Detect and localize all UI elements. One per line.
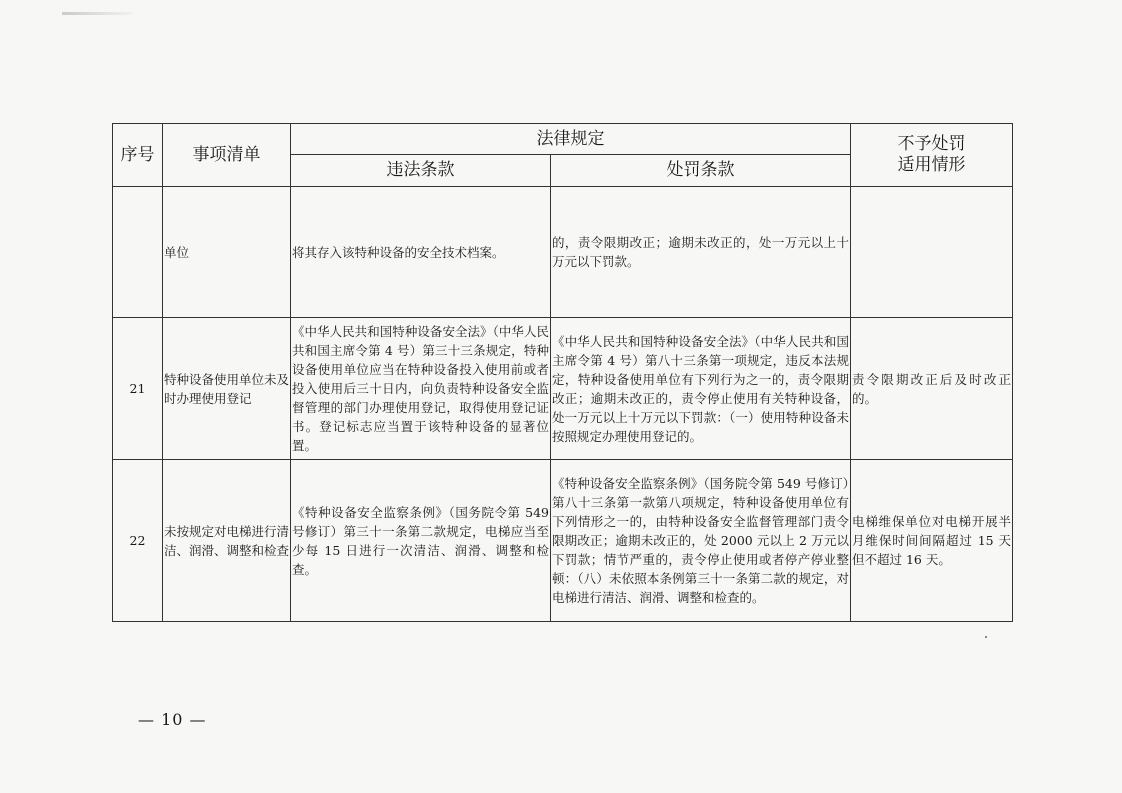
header-item: 事项清单 — [163, 124, 291, 187]
row-seq: 22 — [113, 460, 163, 622]
row-violation: 《特种设备安全监察条例》（国务院令第 549 号修订）第三十一条第二款规定，电梯应当至少每 15 日进行一次清洁、润滑、调整和检查。 — [291, 460, 551, 622]
scan-speck — [985, 636, 987, 638]
row-penalty: 《特种设备安全监察条例》（国务院令第 549 号修订）第八十三条第一款第八项规定，特种设备使用单位有下列情形之一的，由特种设备安全监督管理部门责令限期改正；逾期未改正的，处 2000 元以上 2 万元以下罚款；情节严重的，责令停止使用或者停产停业整顿：（八）未依照本条例第三十一条第二款的规定，对电梯进行清洁、润滑、调整和检查的。 — [551, 460, 851, 622]
regulation-table-container — [112, 123, 1012, 622]
header-exempt: 不予处罚 适用情形 — [851, 124, 1013, 187]
header-violation: 违法条款 — [291, 155, 551, 187]
table-row — [113, 460, 1013, 622]
table-row — [113, 318, 1013, 460]
regulation-table — [112, 123, 1013, 622]
page-number: — 10 — — [138, 710, 207, 729]
header-penalty: 处罚条款 — [551, 155, 851, 187]
header-law: 法律规定 — [291, 124, 851, 155]
row-item: 单位 — [163, 187, 291, 318]
row-exempt — [851, 187, 1013, 318]
scan-mark — [62, 12, 132, 15]
row-penalty: 《中华人民共和国特种设备安全法》（中华人民共和国主席令第 4 号）第八十三条第一项规定，违反本法规定，特种设备使用单位有下列行为之一的，责令限期改正；逾期未改正的，责令停止使用有关特种设备，处一万元以上十万元以下罚款：（一）使用特种设备未按照规定办理使用登记的。 — [551, 318, 851, 460]
row-item: 特种设备使用单位未及时办理使用登记 — [163, 318, 291, 460]
row-seq — [113, 187, 163, 318]
row-penalty: 的，责令限期改正；逾期未改正的，处一万元以上十万元以下罚款。 — [551, 187, 851, 318]
row-seq: 21 — [113, 318, 163, 460]
row-exempt: 电梯维保单位对电梯开展半月维保时间间隔超过 15 天但不超过 16 天。 — [851, 460, 1013, 622]
row-item: 未按规定对电梯进行清洁、润滑、调整和检查 — [163, 460, 291, 622]
row-violation: 《中华人民共和国特种设备安全法》（中华人民共和国主席令第 4 号）第三十三条规定，特种设备使用单位应当在特种设备投入使用前或者投入使用后三十日内，向负责特种设备安全监督管理的部门办理使用登记，取得使用登记证书。登记标志应当置于该特种设备的显著位置。 — [291, 318, 551, 460]
row-exempt: 责令限期改正后及时改正的。 — [851, 318, 1013, 460]
header-seq: 序号 — [113, 124, 163, 187]
table-row — [113, 187, 1013, 318]
row-violation: 将其存入该特种设备的安全技术档案。 — [291, 187, 551, 318]
